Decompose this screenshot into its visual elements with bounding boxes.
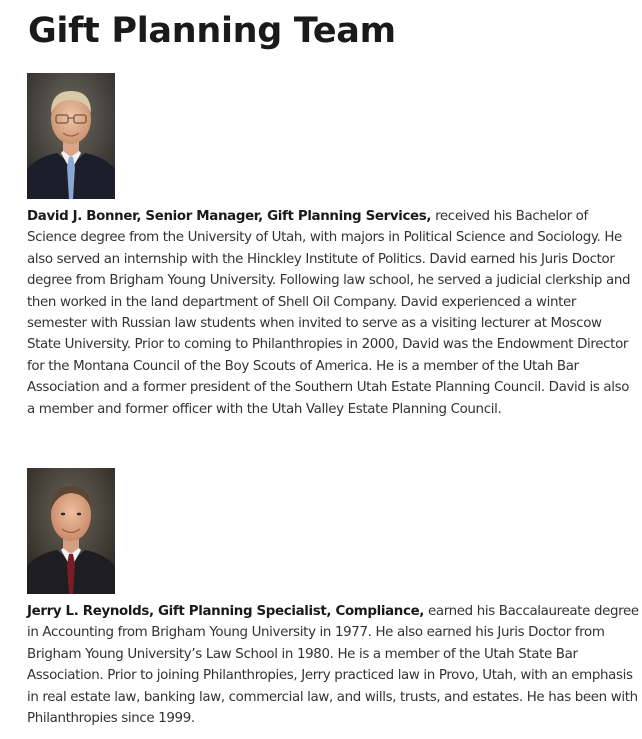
member-name-title: Jerry L. Reynolds, Gift Planning Specialist, Compliance, [27,604,425,619]
member-bio-text: earned his Baccalaureate degree in Accounting from Brigham Young University in 1977. He also earned his Juris Doctor from Brigham Young University’s Law School in 1980. He is a member of the Utah State Bar Association. Prior to joining Philanthropies, Jerry practiced law in Provo, Utah, with an emphasis in real estate law, banking law, commercial law, and wills, trusts, and estates. He has been with Philanthropies since 1999. [27,604,639,727]
page-title: Gift Planning Team [28,11,396,51]
bio-david-bonner [27,206,639,420]
portrait-photo-david-bonner [27,73,115,199]
bio-jerry-reynolds [27,601,639,729]
team-member-david-bonner [27,73,639,420]
portrait-photo-jerry-reynolds [27,468,115,594]
member-bio-text: received his Bachelor of Science degree from the University of Utah, with majors in Political Science and Sociology. He also served an internship with the Hinckley Institute of Politics. David earned his Juris Doctor degree from Brigham Young University. Following law school, he served a judicial clerkship and then worked in the land department of Shell Oil Company. David experienced a winter semester with Russian law students when invited to serve as a visiting lecturer at Moscow State University. Prior to coming to Philanthropies in 2000, David was the Endowment Director for the Montana Council of the Boy Scouts of America. He is a member of the Utah Bar Association and a former president of the Southern Utah Estate Planning Council. David is also a member and former officer with the Utah Valley Estate Planning Council. [27,209,631,417]
member-name-title: David J. Bonner, Senior Manager, Gift Planning Services, [27,209,432,224]
team-member-jerry-reynolds [27,468,639,729]
